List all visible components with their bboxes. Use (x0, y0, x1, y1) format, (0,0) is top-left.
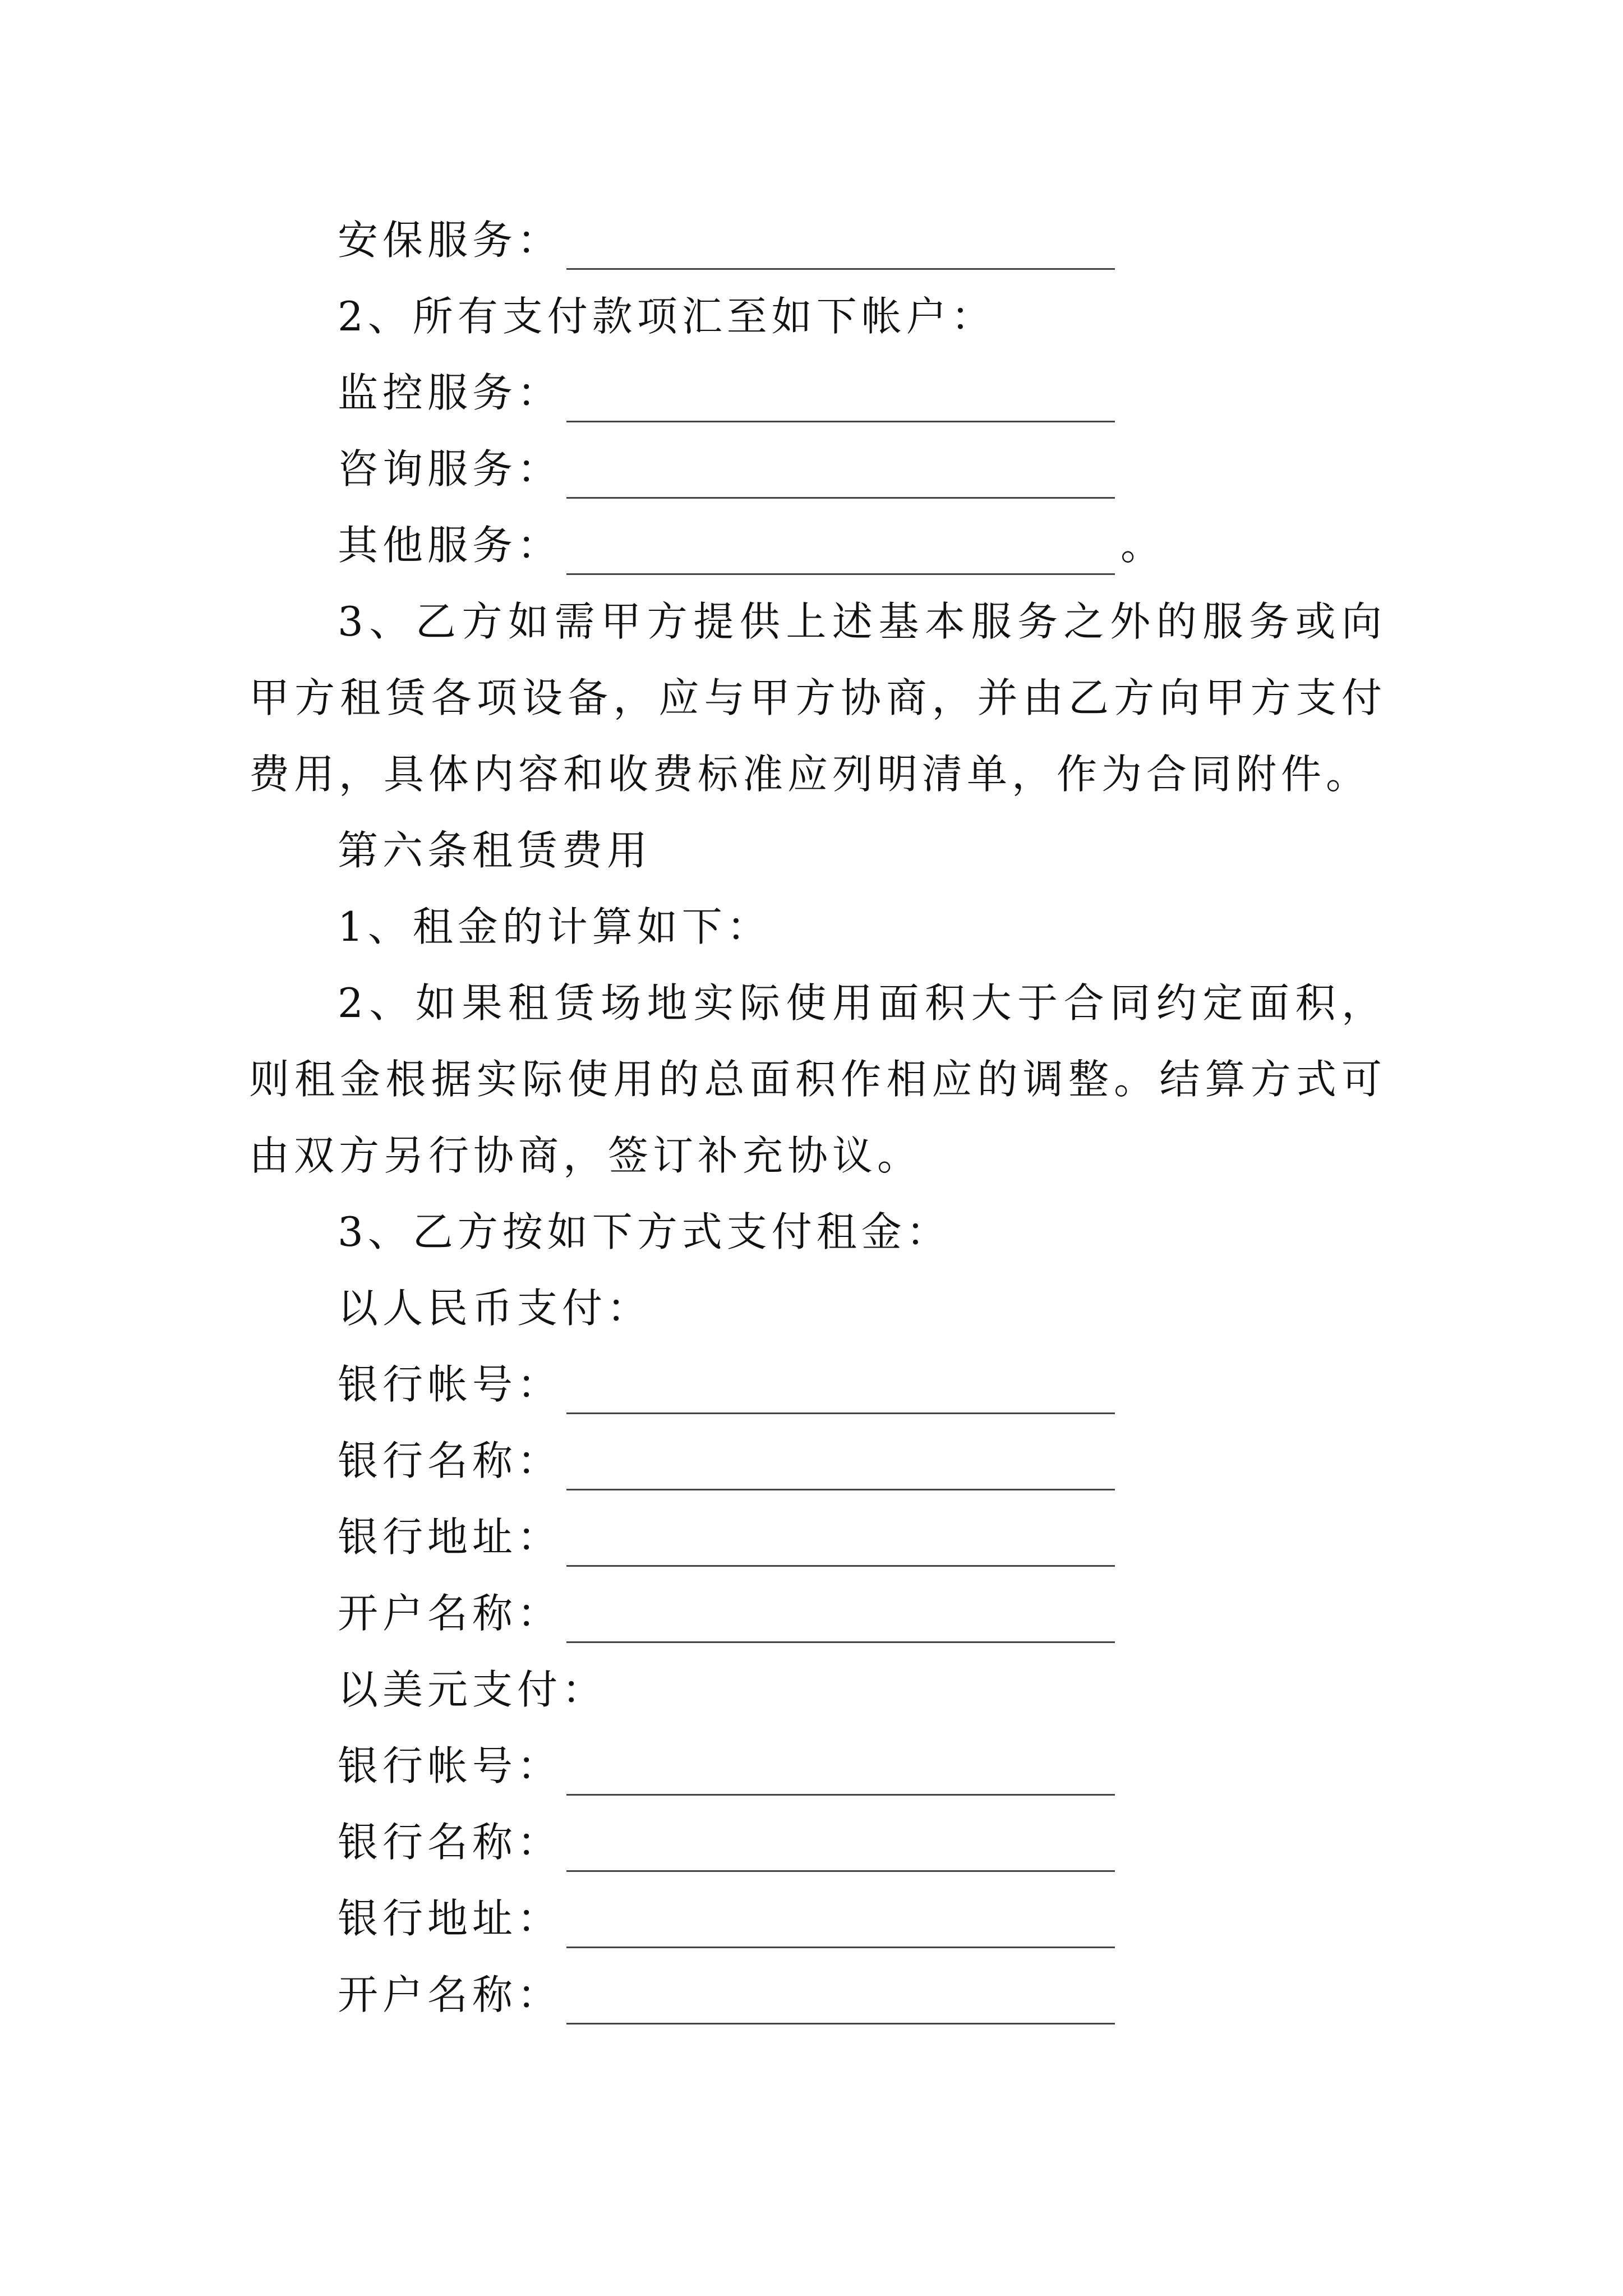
usd-bank-address-blank (566, 1896, 1115, 1948)
rmb-account-number-row (249, 1346, 1386, 1423)
usd-bank-name-blank (566, 1820, 1115, 1872)
usd-bank-name-label: 银行名称： (338, 1819, 562, 1866)
rmb-bank-name-label: 银行名称： (338, 1437, 562, 1484)
rent-calculation-item: 1、租金的计算如下： (338, 903, 772, 950)
contract-body (249, 202, 1386, 2033)
usd-account-number-row (249, 1728, 1386, 1804)
usd-bank-address-label: 银行地址： (338, 1895, 562, 1942)
rmb-bank-address-blank (566, 1515, 1115, 1567)
other-service-label: 其他服务： (338, 522, 562, 569)
rmb-account-name-blank (566, 1591, 1115, 1643)
rmb-bank-name-blank (566, 1438, 1115, 1490)
security-service-blank (566, 218, 1115, 270)
monitoring-service-blank (566, 370, 1115, 422)
rmb-bank-address-row (249, 1499, 1386, 1575)
monitoring-service-row (249, 355, 1386, 431)
rmb-account-name-row (249, 1575, 1386, 1651)
payment-method-item: 3、乙方按如下方式支付租金： (338, 1208, 951, 1255)
usd-account-name-row (249, 1957, 1386, 2033)
usd-account-number-label: 银行帐号： (338, 1742, 562, 1789)
rmb-account-name-label: 开户名称： (338, 1590, 562, 1637)
usd-account-number-blank (566, 1743, 1115, 1796)
other-service-tail: 。 (1121, 522, 1166, 569)
usd-account-name-label: 开户名称： (338, 1971, 562, 2018)
rmb-bank-name-row (249, 1423, 1386, 1499)
consulting-service-row (249, 431, 1386, 507)
security-service-row (249, 202, 1386, 278)
other-service-blank (566, 523, 1115, 575)
rmb-bank-address-label: 银行地址： (338, 1513, 562, 1561)
usd-bank-name-row (249, 1804, 1386, 1880)
consulting-service-blank (566, 447, 1115, 499)
usd-account-name-blank (566, 1972, 1115, 2024)
monitoring-service-label: 监控服务： (338, 369, 562, 416)
usd-payment-heading: 以美元支付： (338, 1666, 607, 1713)
usd-bank-address-row (249, 1880, 1386, 1957)
article-six-title: 第六条租赁费用 (338, 827, 652, 874)
area-adjustment-paragraph: 2、如果租赁场地实际使用面积大于合同约定面积，则租金根据实际使用的总面积作相应的调整。结算方式可由双方另行协商，签订补充协议。 (249, 979, 1386, 1179)
rmb-account-number-label: 银行帐号： (338, 1361, 562, 1408)
security-service-label: 安保服务： (338, 217, 562, 264)
consulting-service-label: 咨询服务： (338, 445, 562, 493)
payment-account-heading: 2、所有支付款项汇至如下帐户： (338, 293, 996, 340)
rmb-payment-heading: 以人民币支付： (338, 1285, 652, 1332)
additional-services-paragraph: 3、乙方如需甲方提供上述基本服务之外的服务或向甲方租赁各项设备，应与甲方协商，并由乙方向甲方支付费用，具体内容和收费标准应列明清单，作为合同附件。 (249, 598, 1386, 798)
rmb-account-number-blank (566, 1362, 1115, 1414)
other-service-row (249, 507, 1386, 583)
